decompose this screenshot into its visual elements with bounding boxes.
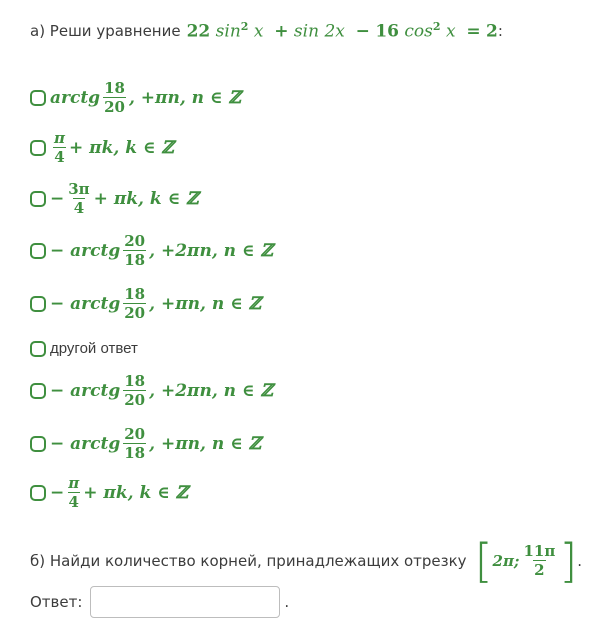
fraction-denominator: 20 <box>124 391 146 409</box>
fraction-numerator: 18 <box>124 372 146 390</box>
question-a-colon: : <box>497 21 503 40</box>
option-prefix: − arctg <box>50 381 121 401</box>
eq-coef-3: 16 <box>375 21 399 42</box>
eq-power-1: 2 <box>240 20 249 33</box>
fraction-numerator: 18 <box>124 285 146 303</box>
left-bracket: [ <box>474 534 493 588</box>
fraction-denominator: 2 <box>534 561 545 579</box>
eq-func-3: cos <box>404 21 433 42</box>
answer-row <box>30 586 289 618</box>
answer-input[interactable] <box>90 586 280 618</box>
option-2[interactable] <box>30 181 199 217</box>
option-fraction <box>67 475 80 511</box>
option-checkbox[interactable] <box>30 436 46 452</box>
fraction-numerator: 11π <box>523 542 556 560</box>
option-checkbox[interactable] <box>30 191 46 207</box>
eq-rhs: 2 <box>486 21 498 42</box>
option-suffix: , +2πn, n ∈ ℤ <box>149 241 273 261</box>
option-prefix: − <box>50 189 65 209</box>
fraction-denominator: 20 <box>104 98 125 116</box>
option-formula <box>50 373 273 409</box>
fraction-denominator: 4 <box>68 493 79 511</box>
option-checkbox[interactable] <box>30 383 46 399</box>
option-checkbox[interactable] <box>30 296 46 312</box>
option-formula <box>50 181 199 217</box>
eq-coef-1: 22 <box>186 21 211 42</box>
option-fraction <box>53 130 66 166</box>
option-prefix: − arctg <box>50 294 121 314</box>
fraction-numerator: 3π <box>68 180 90 198</box>
interval-end-fraction <box>522 543 556 579</box>
question-b-period: . <box>577 552 583 570</box>
fraction-denominator: 18 <box>124 444 146 462</box>
option-prefix: arctg <box>50 88 101 108</box>
option-suffix: , +πn, n ∈ ℤ <box>149 294 262 314</box>
option-formula <box>50 80 241 116</box>
interval-start: 2π; <box>492 552 520 570</box>
option-fraction <box>123 373 146 409</box>
question-b <box>30 534 583 588</box>
option-3[interactable] <box>30 233 273 269</box>
option-suffix: + πk, k ∈ ℤ <box>93 189 199 209</box>
eq-power-3: 2 <box>432 20 441 33</box>
question-a-prefix: а) Реши уравнение <box>30 21 181 40</box>
option-5[interactable] <box>30 340 138 357</box>
eq-equals: = <box>466 21 481 42</box>
option-8[interactable] <box>30 475 188 511</box>
option-checkbox[interactable] <box>30 485 46 501</box>
option-fraction <box>103 80 126 116</box>
fraction-denominator: 4 <box>73 199 85 217</box>
question-a <box>30 20 503 42</box>
option-checkbox[interactable] <box>30 243 46 259</box>
question-b-text: б) Найди количество корней, принадлежащих отрезку <box>30 552 467 570</box>
option-fraction <box>123 286 146 322</box>
option-formula <box>50 286 261 322</box>
equation <box>187 20 498 42</box>
fraction-numerator: π <box>68 474 80 492</box>
option-formula <box>50 475 188 511</box>
option-0[interactable] <box>30 80 241 116</box>
option-suffix: , +2πn, n ∈ ℤ <box>149 381 273 401</box>
option-1[interactable] <box>30 130 174 166</box>
option-prefix: − <box>50 483 65 503</box>
option-checkbox[interactable] <box>30 90 46 106</box>
option-suffix: , +πn, n ∈ ℤ <box>149 434 262 454</box>
eq-var-3: x <box>445 21 456 42</box>
option-4[interactable] <box>30 286 261 322</box>
option-label: другой ответ <box>50 340 138 357</box>
option-formula <box>50 130 174 166</box>
option-fraction <box>123 233 146 269</box>
fraction-denominator: 20 <box>124 304 146 322</box>
fraction-numerator: 20 <box>124 232 146 250</box>
fraction-denominator: 4 <box>54 148 65 166</box>
eq-minus: − <box>355 21 370 42</box>
fraction-numerator: 18 <box>104 79 125 97</box>
answer-period: . <box>284 593 290 611</box>
option-checkbox[interactable] <box>30 140 46 156</box>
option-suffix: , +πn, n ∈ ℤ <box>128 88 241 108</box>
option-7[interactable] <box>30 426 261 462</box>
eq-func-2: sin <box>293 21 320 42</box>
option-fraction <box>67 181 90 217</box>
option-prefix: − arctg <box>50 241 121 261</box>
eq-var-1: x <box>253 21 264 42</box>
option-checkbox[interactable] <box>30 341 46 357</box>
answer-label: Ответ: <box>30 593 83 611</box>
right-bracket: ] <box>559 534 578 588</box>
option-6[interactable] <box>30 373 273 409</box>
option-formula <box>50 426 261 462</box>
option-prefix: − arctg <box>50 434 121 454</box>
eq-func-1: sin <box>215 21 241 42</box>
fraction-numerator: 20 <box>124 425 146 443</box>
eq-plus: + <box>274 21 289 42</box>
fraction-denominator: 18 <box>124 251 146 269</box>
option-suffix: + πk, k ∈ ℤ <box>68 138 174 158</box>
fraction-numerator: π <box>54 129 65 147</box>
option-suffix: + πk, k ∈ ℤ <box>83 483 189 503</box>
option-fraction <box>123 426 146 462</box>
interval <box>474 534 578 588</box>
eq-arg-2: 2x <box>324 21 345 42</box>
option-formula <box>50 233 273 269</box>
